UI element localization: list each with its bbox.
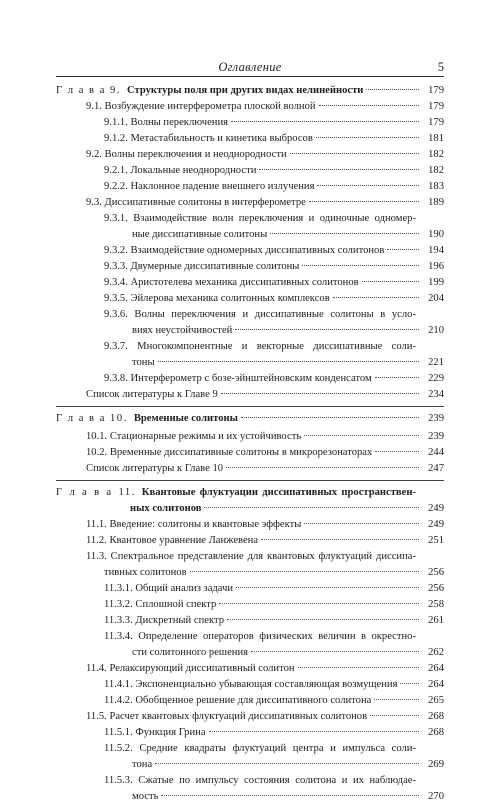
toc-entry-11-5-2-cont[interactable] (56, 757, 444, 772)
leader-dots (158, 361, 419, 362)
toc-entry-10-1[interactable] (56, 429, 444, 444)
entry-title: 9.3.7. Многокомпонентные и векторные диссипативные соли- (104, 341, 416, 352)
chapter-label: Г л а в а 11. (56, 487, 136, 498)
leader-dots (219, 603, 419, 604)
toc-entry-11-5[interactable] (56, 709, 444, 724)
entry-title: 9.3.3. Двумерные диссипативные солитоны (104, 261, 300, 272)
toc-chapter-9[interactable] (56, 83, 444, 98)
leader-dots (304, 435, 419, 436)
toc-entry-11-3-2[interactable] (56, 597, 444, 612)
toc-entry-11-3-cont[interactable] (56, 565, 444, 580)
entry-title: 9.3.4. Аристотелева механика диссипативных солитонов (104, 277, 359, 288)
page-ref: 270 (428, 791, 444, 802)
page-ref: 210 (428, 325, 444, 336)
toc-entry-9-3-3[interactable] (56, 259, 444, 274)
leader-dots (259, 169, 419, 170)
entry-title: 9.1. Возбуждение интерферометра плоской волной (86, 101, 316, 112)
page-ref: 262 (428, 647, 444, 658)
page-ref: 244 (428, 447, 444, 458)
entry-title: 11.1. Введение: солитоны и квантовые эффекты (86, 519, 302, 530)
entry-title: 11.4.2. Обобщенное решение для диссипативного солитона (104, 695, 372, 706)
page-ref: 268 (428, 727, 444, 738)
leader-dots (375, 451, 419, 452)
toc-entry-11-4-1[interactable] (56, 677, 444, 692)
entry-title: 11.2. Квантовое уравнение Ланжевена (86, 535, 259, 546)
entry-title-cont: тоны (132, 357, 155, 368)
leader-dots (227, 619, 419, 620)
leader-dots (370, 715, 419, 716)
entry-title: 9.2. Волны переключения и неоднородности (86, 149, 287, 160)
leader-dots (221, 393, 419, 394)
toc-entry-11-1[interactable] (56, 517, 444, 532)
entry-title: 11.3.3. Дискретный спектр (104, 615, 225, 626)
leader-dots (204, 507, 419, 508)
entry-title: 9.3.2. Взаимодействие одномерных диссипативных солитонов (104, 245, 385, 256)
running-head (56, 58, 444, 77)
leader-dots (304, 523, 419, 524)
toc-chapter-10[interactable] (56, 411, 444, 426)
page-ref: 269 (428, 759, 444, 770)
toc-chapter-11-cont[interactable] (56, 501, 444, 516)
page-ref: 182 (428, 149, 444, 160)
page-ref: 179 (428, 117, 444, 128)
entry-title-cont: сти солитонного решения (132, 647, 248, 658)
toc-entry-9-3-4[interactable] (56, 275, 444, 290)
toc-entry-11-3-4[interactable] (56, 629, 444, 644)
page-ref: 239 (428, 431, 444, 442)
entry-title: 9.1.1. Волны переключения (104, 117, 228, 128)
entry-title-cont: ные диссипативные солитоны (132, 229, 268, 240)
page-ref: 199 (428, 277, 444, 288)
leader-dots (316, 137, 419, 138)
entry-title-cont: виях неустойчивостей (132, 325, 233, 336)
page-ref: 194 (428, 245, 444, 256)
chapter-divider (56, 480, 444, 481)
page-number: 5 (437, 60, 444, 74)
leader-dots (226, 467, 419, 468)
page-ref: 268 (428, 711, 444, 722)
toc-entry-9-3-5[interactable] (56, 291, 444, 306)
page-ref: 182 (428, 165, 444, 176)
page-ref: 179 (428, 101, 444, 112)
entry-title: 11.4.1. Экспоненциально убывающая составляющая возмущения (104, 679, 398, 690)
leader-dots (302, 265, 419, 266)
page-ref: 261 (428, 615, 444, 626)
leader-dots (209, 731, 419, 732)
entry-title-cont: мость (132, 791, 159, 802)
leader-dots (374, 699, 419, 700)
leader-dots (270, 233, 419, 234)
entry-title: 11.5.3. Сжатые по импульсу состояния солитона и их наблюдае- (104, 775, 416, 786)
entry-title-cont: тона (132, 759, 153, 770)
toc-entry-11-4[interactable] (56, 661, 444, 676)
toc-entry-9-1[interactable] (56, 99, 444, 114)
leader-dots (309, 201, 419, 202)
toc-references-9[interactable] (56, 387, 444, 402)
entry-title: 11.5.1. Функция Грина (104, 727, 206, 738)
chapter-title: Структуры поля при других видах нелинейности (127, 85, 364, 96)
leader-dots (241, 417, 419, 418)
leader-dots (290, 153, 419, 154)
page-ref: 264 (428, 679, 444, 690)
entry-title: 11.3.2. Сплошной спектр (104, 599, 217, 610)
toc-entry-11-5-2[interactable] (56, 741, 444, 756)
chapter-title: Квантовые флуктуации диссипативных пространствен- (141, 487, 416, 498)
page-ref: 249 (428, 503, 444, 514)
chapter-divider (56, 406, 444, 407)
toc-entry-11-2[interactable] (56, 533, 444, 548)
page-ref: 221 (428, 357, 444, 368)
page-ref: 256 (428, 567, 444, 578)
toc-entry-9-2-1[interactable] (56, 163, 444, 178)
entry-title: 9.2.2. Наклонное падение внешнего излучения (104, 181, 315, 192)
entry-title: 9.3.8. Интерферометр с бозе-эйнштейновским конденсатом (104, 373, 372, 384)
leader-dots (400, 683, 419, 684)
toc-entry-10-2[interactable] (56, 445, 444, 460)
leader-dots (190, 571, 419, 572)
toc-entry-9-2-2[interactable] (56, 179, 444, 194)
leader-dots (362, 281, 419, 282)
entry-title: 11.4. Релаксирующий диссипативный солитон (86, 663, 295, 674)
toc-entry-9-3-6[interactable] (56, 307, 444, 322)
toc-entry-9-3-6-cont[interactable] (56, 323, 444, 338)
entry-title: 9.3.1. Взаимодействие волн переключения и одиночные одномер- (104, 213, 416, 224)
page-ref: 204 (428, 293, 444, 304)
entry-title: 10.2. Временные диссипативные солитоны в микрорезонаторах (86, 447, 373, 458)
leader-dots (317, 185, 419, 186)
page-title: Оглавление (218, 60, 282, 74)
page-ref: 181 (428, 133, 444, 144)
leader-dots (161, 795, 419, 796)
entry-title: 9.3.6. Волны переключения и диссипативные солитоны в усло- (104, 309, 416, 320)
toc-entry-9-3-7-cont[interactable] (56, 355, 444, 370)
chapter-label: Г л а в а 10. (56, 413, 128, 424)
toc-chapter-11[interactable] (56, 485, 444, 500)
entry-title: 11.3.1. Общий анализ задачи (104, 583, 234, 594)
entry-title: 10.1. Стационарные режимы и их устойчивость (86, 431, 302, 442)
toc-entry-11-5-1[interactable] (56, 725, 444, 740)
toc-entry-9-3-2[interactable] (56, 243, 444, 258)
toc-entry-9-1-1[interactable] (56, 115, 444, 130)
leader-dots (251, 651, 419, 652)
toc-entry-11-3[interactable] (56, 549, 444, 564)
leader-dots (261, 539, 419, 540)
chapter-title: Временные солитоны (133, 413, 238, 424)
page-ref: 189 (428, 197, 444, 208)
toc-references-10[interactable] (56, 461, 444, 476)
chapter-label: Г л а в а 9. (56, 85, 122, 96)
page-ref: 183 (428, 181, 444, 192)
page-ref: 247 (428, 463, 444, 474)
entry-title: Список литературы к Главе 10 (86, 463, 224, 474)
entry-title: 9.3. Диссипативные солитоны в интерферометре (86, 197, 306, 208)
page-ref: 249 (428, 519, 444, 530)
leader-dots (236, 587, 419, 588)
page-ref: 264 (428, 663, 444, 674)
toc-entry-9-3-1-cont[interactable] (56, 227, 444, 242)
leader-dots (366, 89, 419, 90)
leader-dots (298, 667, 419, 668)
entry-title: 11.3. Спектральное представление для квантовых флуктуаций диссипа- (86, 551, 416, 562)
entry-title: 9.1.2. Метастабильность и кинетика выбросов (104, 133, 313, 144)
page-ref: 229 (428, 373, 444, 384)
chapter-title-cont: ных солитонов (130, 503, 202, 514)
page-ref: 251 (428, 535, 444, 546)
leader-dots (387, 249, 419, 250)
page-ref: 256 (428, 583, 444, 594)
toc-entry-11-3-3[interactable] (56, 613, 444, 628)
entry-title-cont: тивных солитонов (104, 567, 187, 578)
page-ref: 196 (428, 261, 444, 272)
page-ref: 258 (428, 599, 444, 610)
entry-title: 9.3.5. Эйлерова механика солитонных комплексов (104, 293, 330, 304)
toc-entry-9-3[interactable] (56, 195, 444, 210)
leader-dots (319, 105, 419, 106)
toc-entry-11-5-3[interactable] (56, 773, 444, 788)
toc-entry-11-5-3-cont[interactable] (56, 789, 444, 804)
toc-entry-9-2[interactable] (56, 147, 444, 162)
toc-entry-9-3-7[interactable] (56, 339, 444, 354)
page-ref: 234 (428, 389, 444, 400)
toc-entry-11-3-4-cont[interactable] (56, 645, 444, 660)
toc-entry-11-4-2[interactable] (56, 693, 444, 708)
page-ref: 190 (428, 229, 444, 240)
leader-dots (235, 329, 419, 330)
entry-title: Список литературы к Главе 9 (86, 389, 218, 400)
entry-title: 11.3.4. Определение операторов физических величин в окрестно- (104, 631, 416, 642)
toc-entry-9-3-8[interactable] (56, 371, 444, 386)
page-ref: 265 (428, 695, 444, 706)
leader-dots (231, 121, 419, 122)
entry-title: 11.5.2. Средние квадраты флуктуаций центра и импульса соли- (104, 743, 416, 754)
entry-title: 9.2.1. Локальные неоднородности (104, 165, 257, 176)
toc-entry-9-3-1[interactable] (56, 211, 444, 226)
entry-title: 11.5. Расчет квантовых флуктуаций диссипативных солитонов (86, 711, 368, 722)
page-ref: 239 (428, 413, 444, 424)
leader-dots (333, 297, 419, 298)
toc-entry-11-3-1[interactable] (56, 581, 444, 596)
toc-entry-9-1-2[interactable] (56, 131, 444, 146)
leader-dots (375, 377, 419, 378)
page-ref: 179 (428, 85, 444, 96)
leader-dots (155, 763, 419, 764)
